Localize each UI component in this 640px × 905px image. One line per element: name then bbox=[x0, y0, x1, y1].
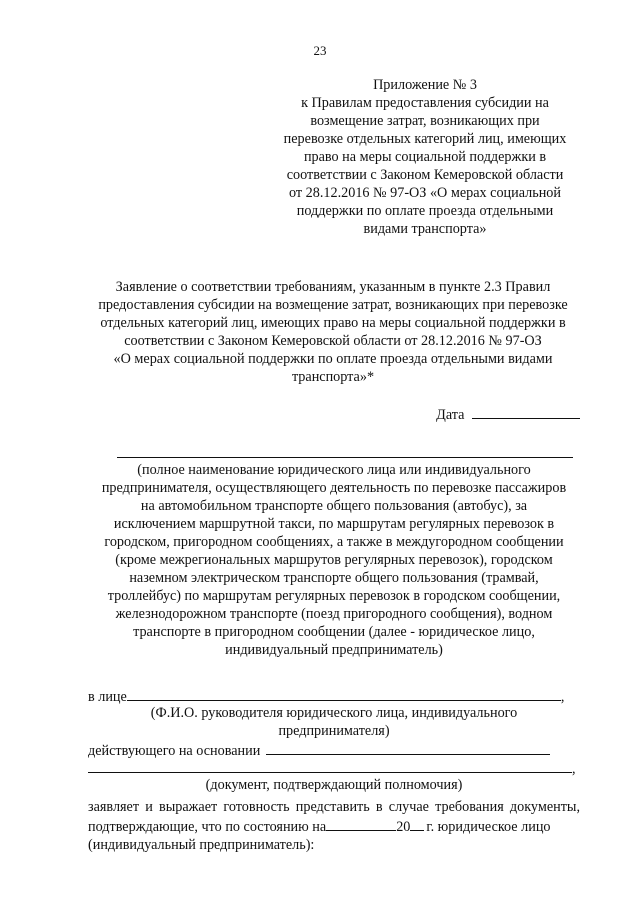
year-field[interactable] bbox=[410, 816, 424, 831]
basis-field[interactable] bbox=[266, 740, 550, 755]
declaration-line-3: (индивидуальный предприниматель): bbox=[88, 837, 315, 853]
director-caption-line: (Ф.И.О. руководителя юридического лица, индивидуального bbox=[150, 705, 518, 721]
entity-caption-line: (кроме межрегиональных маршрутов регулярных перевозок), городском bbox=[115, 552, 553, 568]
date-day-month-field[interactable] bbox=[326, 816, 396, 831]
appendix-line: право на меры социальной поддержки в bbox=[303, 149, 547, 165]
director-caption bbox=[88, 704, 580, 740]
statement-title bbox=[86, 278, 580, 386]
appendix-line: к Правилам предоставления субсидии на bbox=[301, 95, 549, 111]
basis-label: действующего на основании bbox=[88, 743, 261, 759]
comma: , bbox=[560, 689, 565, 705]
comma: , bbox=[572, 761, 576, 777]
entity-caption-line: транспорте в пригородном сообщении (далее - юридическое лицо, bbox=[133, 624, 535, 640]
date-row bbox=[300, 404, 580, 424]
appendix-line: от 28.12.2016 № 97-ОЗ «О мерах социальной bbox=[289, 185, 561, 201]
appendix-line: возмещение затрат, возникающих при bbox=[310, 113, 540, 129]
in-person-row bbox=[88, 686, 580, 706]
entity-caption-line: наземном электрическом транспорте общего пользования (трамвай, bbox=[129, 570, 539, 586]
date-field[interactable] bbox=[472, 404, 580, 419]
page-number: 23 bbox=[313, 43, 327, 58]
declaration-line-1: заявляет и выражает готовность представить в случае требования документы, bbox=[88, 799, 580, 815]
appendix-line: перевозке отдельных категорий лиц, имеющих bbox=[283, 131, 567, 147]
date-label: Дата bbox=[436, 407, 465, 423]
statement-line: транспорта»* bbox=[291, 369, 375, 385]
entity-name-caption bbox=[88, 461, 580, 659]
appendix-line: видами транспорта» bbox=[363, 221, 487, 237]
statement-line: предоставления субсидии на возмещение затрат, возникающих при перевозке bbox=[98, 297, 568, 313]
basis-continuation-row bbox=[88, 758, 580, 778]
entity-caption-line: на автомобильном транспорте общего пользования (автобус), за bbox=[140, 498, 528, 514]
declaration-text: г. юридическое лицо bbox=[426, 819, 551, 835]
entity-caption-line: троллейбус) по маршрутам регулярных перевозок в городском сообщении, bbox=[107, 588, 561, 604]
basis-continuation-field[interactable] bbox=[88, 758, 572, 773]
entity-caption-line: исключением маршрутной такси, по маршрутам регулярных перевозок в bbox=[113, 516, 555, 532]
appendix-line: соответствии с Законом Кемеровской области bbox=[286, 167, 564, 183]
basis-row bbox=[88, 740, 580, 760]
declaration-paragraph bbox=[88, 798, 580, 854]
entity-caption-line: индивидуальный предприниматель) bbox=[225, 642, 443, 658]
entity-caption-line: железнодорожном транспорте (поезд пригородного сообщения), водном bbox=[115, 606, 553, 622]
entity-name-field[interactable] bbox=[117, 457, 573, 458]
in-person-label: в лице bbox=[88, 689, 127, 705]
declaration-line-2 bbox=[88, 816, 580, 836]
entity-caption-line: предпринимателя, осуществляющего деятельность по перевозке пассажиров bbox=[101, 480, 567, 496]
director-caption-line: предпринимателя) bbox=[278, 723, 390, 739]
appendix-heading bbox=[272, 76, 578, 238]
entity-caption-line: (полное наименование юридического лица или индивидуального bbox=[137, 462, 531, 478]
declaration-text: подтверждающие, что по состоянию на bbox=[88, 819, 327, 835]
appendix-line: поддержки по оплате проезда отдельными bbox=[296, 203, 554, 219]
entity-caption-line: городском, пригородном сообщениях, а также в междугородном сообщении bbox=[104, 534, 564, 550]
statement-line: соответствии с Законом Кемеровской области от 28.12.2016 № 97-ОЗ bbox=[124, 333, 542, 349]
statement-line: отдельных категорий лиц, имеющих право на меры социальной поддержки в bbox=[100, 315, 566, 331]
statement-line: «О мерах социальной поддержки по оплате проезда отдельными видами bbox=[113, 351, 553, 367]
year-prefix: 20 bbox=[396, 819, 411, 835]
statement-line: Заявление о соответствии требованиям, указанным в пункте 2.3 Правил bbox=[115, 279, 551, 295]
basis-caption: (документ, подтверждающий полномочия) bbox=[205, 777, 463, 793]
director-name-field[interactable] bbox=[127, 686, 561, 701]
appendix-line: Приложение № 3 bbox=[373, 77, 477, 93]
